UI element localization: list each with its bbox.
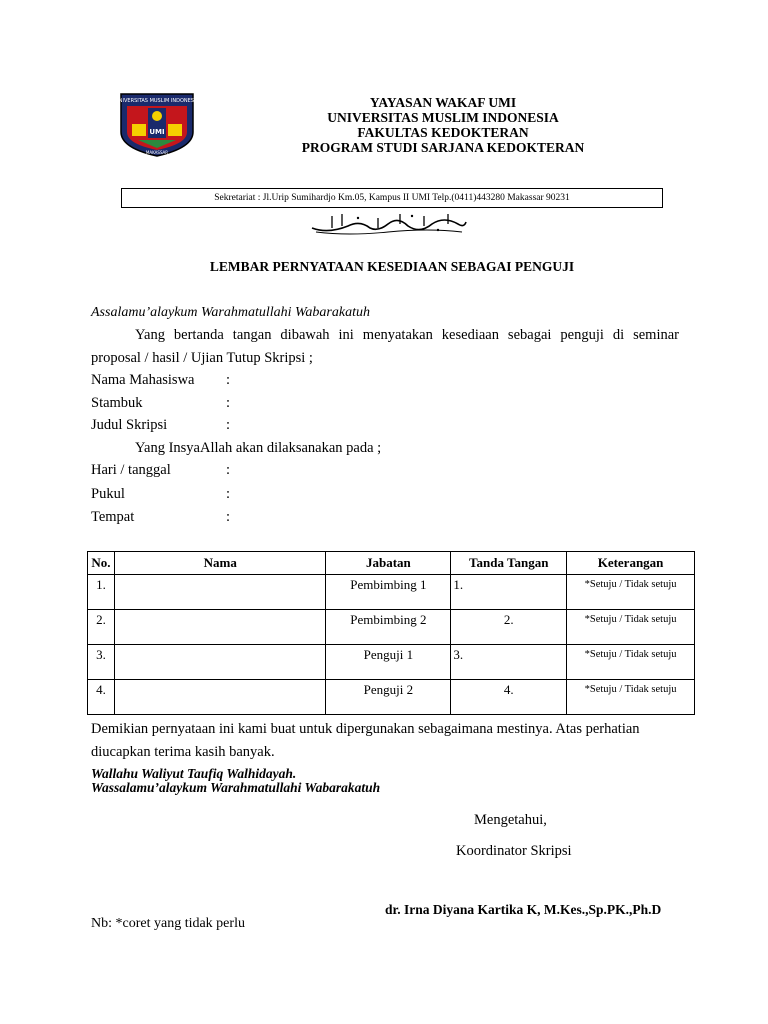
row-ttd: 3. — [451, 645, 567, 680]
row-ttd: 1. — [451, 575, 567, 610]
table-row — [88, 680, 695, 715]
closing-line-2: diucapkan terima kasih banyak. — [91, 744, 275, 760]
address-box — [121, 188, 663, 208]
sign-role: Koordinator Skripsi — [456, 843, 572, 859]
field-label-hari: Hari / tanggal — [91, 462, 171, 478]
row-keterangan: *Setuju / Tidak setuju — [567, 680, 695, 715]
address-text: Sekretariat : Jl.Urip Sumihardjo Km.05, Kampus II UMI Telp.(0411)443280 Makassar 90231 — [214, 193, 570, 203]
row-no: 1. — [88, 575, 115, 610]
row-nama — [114, 575, 326, 610]
university-logo — [118, 92, 196, 158]
field-label-judul: Judul Skripsi — [91, 417, 168, 433]
closing-line-1: Demikian pernyataan ini kami buat untuk dipergunakan sebagaimana mestinya. Atas perhatian — [91, 721, 640, 737]
row-jabatan: Pembimbing 1 — [326, 575, 451, 610]
sign-name: dr. Irna Diyana Kartika K, M.Kes.,Sp.PK.,Ph.D — [385, 902, 662, 917]
header-jabatan: Jabatan — [326, 552, 451, 575]
logo-bottom-text: MAKASSAR — [145, 150, 169, 155]
field-label-nama: Nama Mahasiswa — [91, 372, 195, 388]
header-tanda-tangan: Tanda Tangan — [451, 552, 567, 575]
header-nama: Nama — [114, 552, 326, 575]
header-no: No. — [88, 552, 115, 575]
field-label-stambuk: Stambuk — [91, 395, 143, 411]
row-nama — [114, 680, 326, 715]
greeting: Assalamu’alaykum Warahmatullahi Wabarakatuh — [91, 305, 370, 320]
bismillah-calligraphy — [308, 210, 468, 236]
intro-line-2: proposal / hasil / Ujian Tutup Skripsi ; — [91, 350, 313, 366]
row-keterangan: *Setuju / Tidak setuju — [567, 610, 695, 645]
field-colon-tempat: : — [226, 509, 231, 525]
field-colon-judul: : — [226, 417, 231, 433]
header-foundation: YAYASAN WAKAF UMI — [369, 95, 517, 110]
row-no: 2. — [88, 610, 115, 645]
closing-italic-1: Wallahu Waliyut Taufiq Walhidayah. — [91, 766, 297, 781]
schedule-intro: Yang InsyaAllah akan dilaksanakan pada ; — [135, 440, 382, 456]
intro-line-1: Yang bertanda tangan dibawah ini menyatakan kesediaan sebagai penguji di seminar — [135, 327, 679, 343]
table-header-row — [88, 552, 695, 575]
table-row — [88, 645, 695, 680]
field-colon-hari: : — [226, 462, 231, 478]
row-nama — [114, 610, 326, 645]
header-program: PROGRAM STUDI SARJANA KEDOKTERAN — [301, 140, 585, 155]
logo-label-text: UNIVERSITAS MUSLIM INDONESIA — [118, 98, 196, 104]
field-label-pukul: Pukul — [91, 486, 125, 502]
examiner-table — [87, 551, 695, 715]
closing-italic-2: Wassalamu’alaykum Warahmatullahi Wabarakatuh — [91, 780, 381, 795]
sign-known: Mengetahui, — [474, 812, 547, 828]
field-colon-stambuk: : — [226, 395, 231, 411]
header-university: UNIVERSITAS MUSLIM INDONESIA — [327, 110, 559, 125]
row-jabatan: Penguji 1 — [326, 645, 451, 680]
footnote: Nb: *coret yang tidak perlu — [91, 916, 245, 931]
row-no: 4. — [88, 680, 115, 715]
header-keterangan: Keterangan — [567, 552, 695, 575]
row-keterangan: *Setuju / Tidak setuju — [567, 575, 695, 610]
row-ttd: 4. — [451, 680, 567, 715]
document-title: LEMBAR PERNYATAAN KESEDIAAN SEBAGAI PENGUJI — [209, 259, 575, 274]
logo-letters-text: UMI — [149, 128, 165, 136]
row-keterangan: *Setuju / Tidak setuju — [567, 645, 695, 680]
table-row — [88, 610, 695, 645]
row-no: 3. — [88, 645, 115, 680]
row-ttd: 2. — [451, 610, 567, 645]
row-jabatan: Pembimbing 2 — [326, 610, 451, 645]
table-row — [88, 575, 695, 610]
field-label-tempat: Tempat — [91, 509, 135, 525]
field-colon-pukul: : — [226, 486, 231, 502]
row-jabatan: Penguji 2 — [326, 680, 451, 715]
row-nama — [114, 645, 326, 680]
header-faculty: FAKULTAS KEDOKTERAN — [357, 125, 529, 140]
field-colon-nama: : — [226, 372, 231, 388]
